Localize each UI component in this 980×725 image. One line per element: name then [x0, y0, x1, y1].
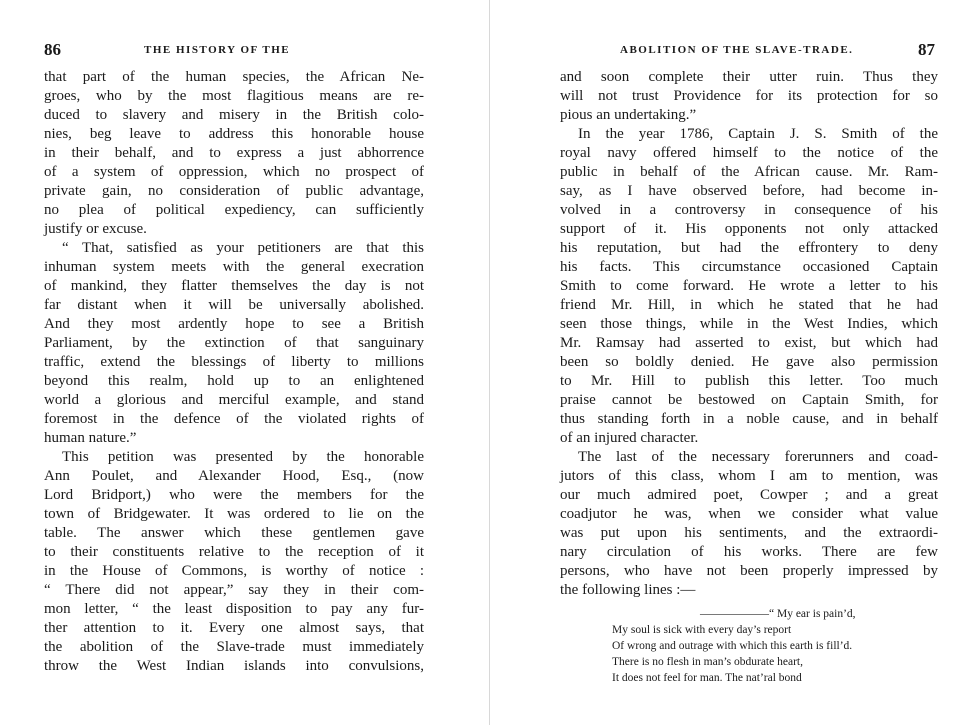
right-page — [490, 0, 980, 725]
text-line: And they most ardently hope to see a British — [44, 316, 424, 332]
text-line: support of it. His opponents not only attacked — [560, 221, 938, 237]
text-line: traffic, extend the blessings of liberty to millions — [44, 354, 424, 370]
text-line: mon letter, “ the least disposition to pay any fur- — [44, 601, 424, 617]
text-line: private gain, no consideration of public advantage, — [44, 183, 424, 199]
text-line: to their constituents relative to the reception of it — [44, 544, 424, 560]
left-page-body — [44, 68, 424, 676]
text-line: Smith to come forward. He wrote a letter to his — [560, 278, 938, 294]
right-page-body — [560, 68, 938, 686]
text-line: coadjutor he was, when we consider what value — [560, 506, 938, 522]
text-line: Mr. Ramsay had asserted to exist, but which had — [560, 335, 938, 351]
text-line: in the House of Commons, is worthy of notice : — [44, 563, 424, 579]
text-line: Lord Bridport,) who were the members for the — [44, 487, 424, 503]
text-line: In the year 1786, Captain J. S. Smith of the — [578, 126, 938, 142]
running-head-right: ABOLITION OF THE SLAVE-TRADE. — [620, 44, 854, 56]
text-line: far distant when it will be universally abolished. — [44, 297, 424, 313]
text-line: of a system of oppression, which no prospect of — [44, 164, 424, 180]
text-line: justify or excuse. — [44, 221, 147, 237]
text-line: that part of the human species, the African Ne- — [44, 69, 424, 85]
text-line: the abolition of the Slave-trade must immediately — [44, 639, 424, 655]
text-line: duced to slavery and misery in the British colo- — [44, 107, 424, 123]
text-line: world a glorious and merciful example, and stand — [44, 392, 424, 408]
text-line: seen those things, while in the West Indies, which — [560, 316, 938, 332]
text-line: no plea of political expediency, can sufficiently — [44, 202, 424, 218]
text-line: of mankind, they flatter themselves the day is not — [44, 278, 424, 294]
text-line: jutors of this class, whom I am to mention, was — [560, 468, 938, 484]
text-line: been so boldly denied. He gave also permission — [560, 354, 938, 370]
poem-line: ——————“ My ear is pain’d, — [700, 608, 856, 620]
text-line: public in behalf of the African cause. Mr. Ram- — [560, 164, 938, 180]
poem-line: There is no flesh in man’s obdurate heart, — [612, 656, 803, 668]
text-line: pious an undertaking.” — [560, 107, 697, 123]
text-line: his reputation, but had the effrontery to deny — [560, 240, 938, 256]
text-line: ther attention to it. Every one almost says, that — [44, 620, 424, 636]
text-line: foremost in the defence of the violated rights of — [44, 411, 424, 427]
text-line: was put upon his sentiments, and the extraordi- — [560, 525, 938, 541]
poem-line: My soul is sick with every day’s report — [612, 624, 792, 636]
text-line: This petition was presented by the honorable — [62, 449, 424, 465]
text-line: human nature.” — [44, 430, 137, 446]
text-line: nary circulation of his works. There are few — [560, 544, 938, 560]
text-line: town of Bridgewater. It was ordered to lie on the — [44, 506, 424, 522]
poem-quotation — [560, 606, 938, 686]
text-line: beyond this realm, hold up to an enlightened — [44, 373, 424, 389]
text-line: thus standing forth in a noble cause, and in behalf — [560, 411, 938, 427]
text-line: will not trust Providence for its protection for so — [560, 88, 938, 104]
text-line: throw the West Indian islands into convulsions, — [44, 658, 424, 674]
text-line: praise cannot be bestowed on Captain Smith, for — [560, 392, 938, 408]
text-line: the following lines :— — [560, 582, 696, 598]
text-line: The last of the necessary forerunners and coad- — [578, 449, 938, 465]
text-line: Parliament, by the extinction of that sanguinary — [44, 335, 424, 351]
text-line: in their behalf, and to express a just abhorrence — [44, 145, 424, 161]
text-line: royal navy offered himself to the notice of the — [560, 145, 938, 161]
text-line: volved in a controversy in consequence of his — [560, 202, 938, 218]
text-line: and soon complete their utter ruin. Thus they — [560, 69, 938, 85]
text-line: to Mr. Hill to publish this letter. Too much — [560, 373, 938, 389]
poem-line: Of wrong and outrage with which this earth is fill’d. — [612, 640, 853, 652]
text-line: groes, who by the most flagitious means are re- — [44, 88, 424, 104]
page-number-right: 87 — [918, 40, 935, 59]
text-line: of an injured character. — [560, 430, 699, 446]
text-line: nies, beg leave to address this honorable house — [44, 126, 424, 142]
text-line: say, as I have observed before, had become in- — [560, 183, 938, 199]
text-line: inhuman system meets with the general execration — [44, 259, 424, 275]
text-line: “ That, satisfied as your petitioners are that this — [62, 240, 424, 256]
text-line: our much admired poet, Cowper ; and a great — [560, 487, 938, 503]
text-line: Ann Poulet, and Alexander Hood, Esq., (now — [44, 468, 424, 484]
poem-line: It does not feel for man. The nat’ral bond — [612, 672, 802, 684]
text-line: friend Mr. Hill, in which he stated that he had — [560, 297, 938, 313]
page-number-left: 86 — [44, 40, 61, 59]
text-line: persons, who have not been properly impressed by — [560, 563, 938, 579]
running-head-left: THE HISTORY OF THE — [144, 44, 291, 56]
text-line: his facts. This circumstance occasioned Captain — [560, 259, 938, 275]
text-line: table. The answer which these gentlemen gave — [44, 525, 424, 541]
text-line: “ There did not appear,” say they in their com- — [44, 582, 424, 598]
